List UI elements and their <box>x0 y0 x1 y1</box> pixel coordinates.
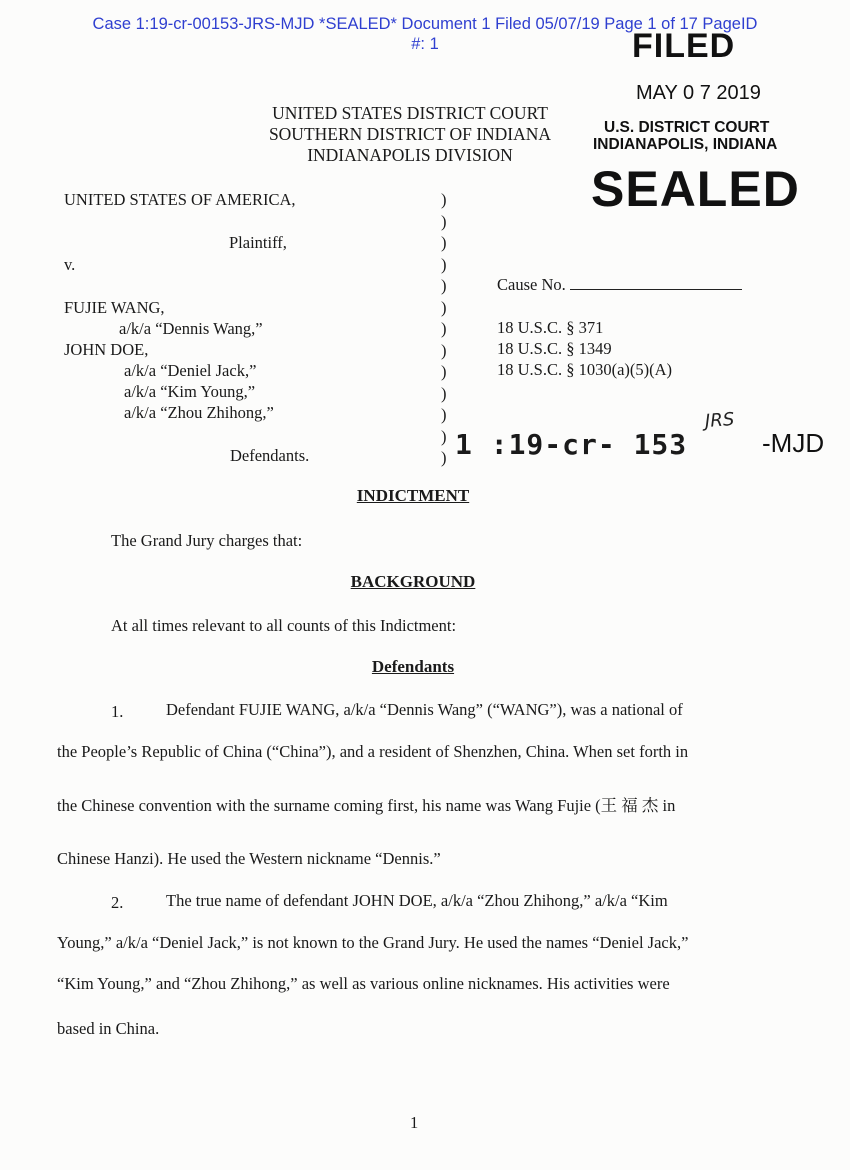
clerk-stamp-line1: U.S. DISTRICT COURT <box>604 119 770 136</box>
court-name-line2: SOUTHERN DISTRICT OF INDIANA <box>268 124 552 144</box>
document-title: INDICTMENT <box>356 486 470 505</box>
statute-3: 18 U.S.C. § 1030(a)(5)(A) <box>497 360 673 379</box>
defendant-2-aka-3: a/k/a “Zhou Zhihong,” <box>124 403 274 422</box>
cause-number-label: Cause No. <box>497 275 566 294</box>
filed-date-stamp: MAY 0 7 2019 <box>636 82 761 104</box>
grand-jury-intro: The Grand Jury charges that: <box>111 531 303 550</box>
paragraph-1-line4: Chinese Hanzi). He used the Western nickname “Dennis.” <box>57 849 441 868</box>
magistrate-suffix: -MJD <box>762 428 825 458</box>
defendants-role: Defendants. <box>230 446 310 465</box>
paragraph-1-line2: the People’s Republic of China (“China”), and a resident of Shenzhen, China. When set forth in <box>57 742 689 761</box>
versus: v. <box>64 255 76 274</box>
paragraph-2-line2: Young,” a/k/a “Deniel Jack,” is not known to the Grand Jury. He used the names “Deniel Jack,” <box>57 933 689 952</box>
plaintiff-name: UNITED STATES OF AMERICA, <box>64 190 296 209</box>
paragraph-1-number: 1. <box>111 702 124 721</box>
statute-1: 18 U.S.C. § 371 <box>497 318 604 337</box>
plaintiff-role: Plaintiff, <box>229 233 287 252</box>
court-name-line1: UNITED STATES DISTRICT COURT <box>272 103 548 123</box>
sealed-stamp: SEALED <box>591 161 800 217</box>
defendant-1-name: FUJIE WANG, <box>64 298 165 317</box>
defendants-heading: Defendants <box>371 657 455 676</box>
paragraph-2-line1: The true name of defendant JOHN DOE, a/k/a “Zhou Zhihong,” a/k/a “Kim <box>166 891 668 910</box>
caption-paren-column: ) ) ) ) ) ) ) ) ) ) ) ) ) <box>441 190 447 467</box>
cause-number-row <box>497 274 742 296</box>
case-number-stamp: 1 :19-cr- 153 <box>455 428 688 461</box>
cause-number-blank <box>570 275 742 290</box>
paragraph-2-number: 2. <box>111 893 124 912</box>
background-intro: At all times relevant to all counts of this Indictment: <box>111 616 457 635</box>
defendant-2-aka-1: a/k/a “Deniel Jack,” <box>124 361 257 380</box>
paragraph-1-line1: Defendant FUJIE WANG, a/k/a “Dennis Wang” (“WANG”), was a national of <box>166 700 683 719</box>
page-number: 1 <box>410 1113 419 1132</box>
background-heading: BACKGROUND <box>350 572 476 591</box>
filed-stamp: FILED <box>632 27 736 65</box>
defendant-1-aka: a/k/a “Dennis Wang,” <box>119 319 263 338</box>
defendant-2-name: JOHN DOE, <box>64 340 149 359</box>
judge-initials-handwritten: JRS <box>704 409 735 432</box>
paragraph-1-line3: the Chinese convention with the surname coming first, his name was Wang Fujie (王 福 杰 in <box>57 796 676 815</box>
ecf-header-line2: #: 1 <box>411 35 439 53</box>
court-division: INDIANAPOLIS DIVISION <box>307 145 513 165</box>
clerk-stamp-line2: INDIANAPOLIS, INDIANA <box>593 136 778 153</box>
paragraph-2-line3: “Kim Young,” and “Zhou Zhihong,” as well as various online nicknames. His activities were <box>57 974 670 993</box>
statute-2: 18 U.S.C. § 1349 <box>497 339 612 358</box>
defendant-2-aka-2: a/k/a “Kim Young,” <box>124 382 256 401</box>
ecf-header-line1: Case 1:19-cr-00153-JRS-MJD *SEALED* Document 1 Filed 05/07/19 Page 1 of 17 PageID <box>92 15 758 33</box>
paragraph-2-line4: based in China. <box>57 1019 160 1038</box>
